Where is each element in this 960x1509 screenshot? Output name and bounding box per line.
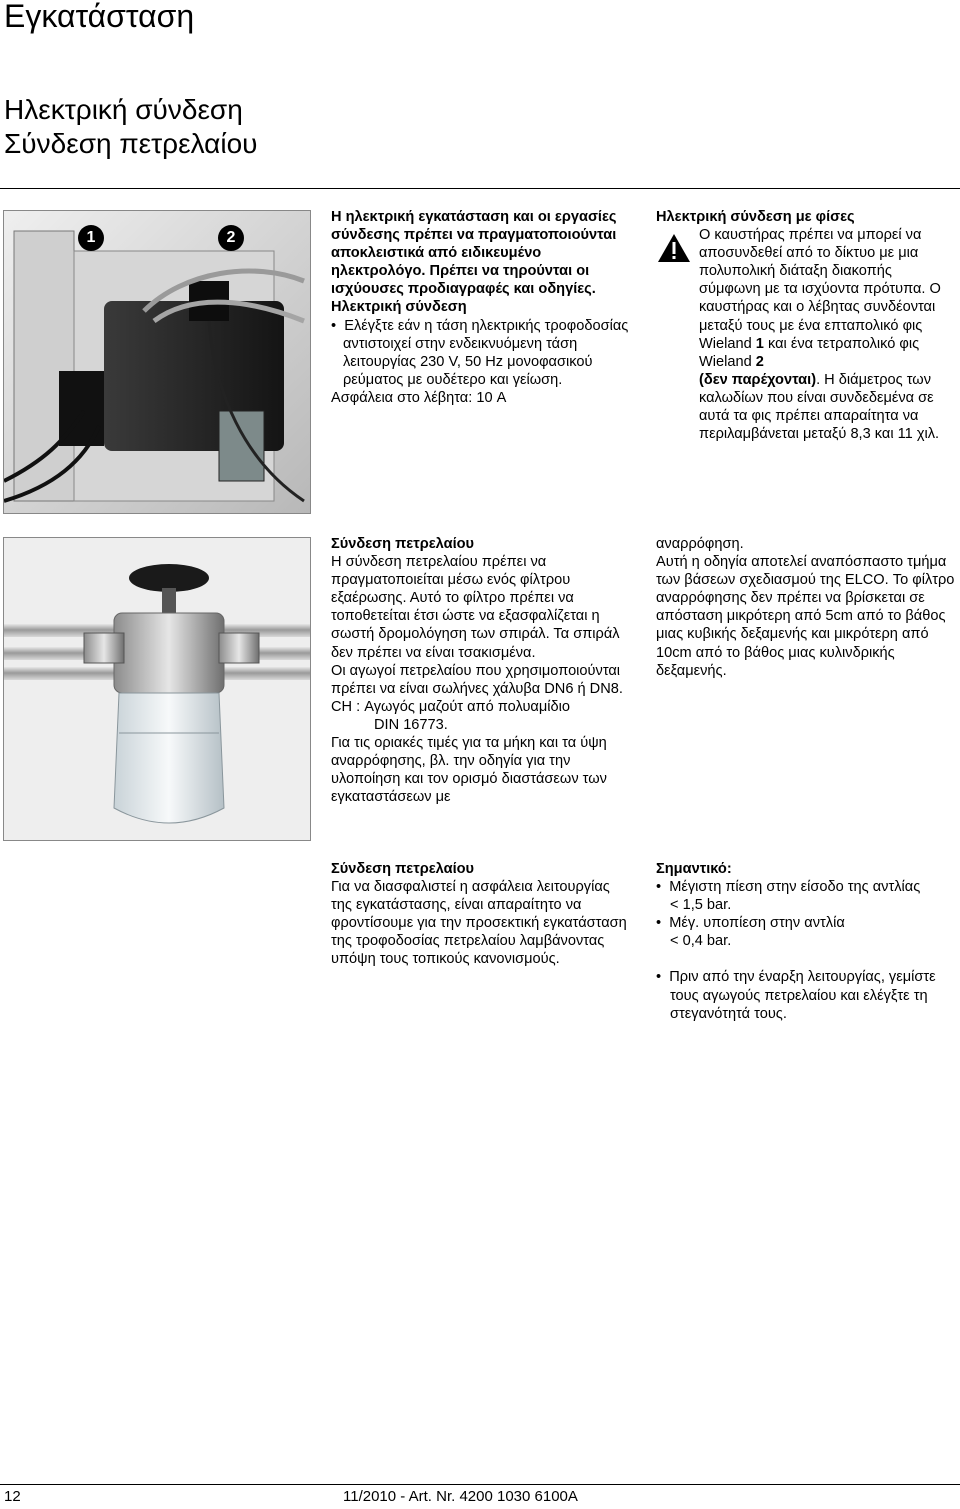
callout-1: 1 [78,225,104,251]
max-vacuum-bullet: • Μέγ. υποπίεση στην αντλία [656,915,845,932]
oil-supply-text: Για να διασφαλιστεί η ασφάλεια λειτουργίας της εγκατάστασης, είναι απαραίτητο να φροντίσουμε για την προσεκτική εγκατάσταση της τροφοδοσίας πετρελαίου λαμβάνοντας υπόψη τους τοπικούς κανονισμούς. [331,879,627,968]
oil-filter-text: Η σύνδεση πετρελαίου πρέπει να πραγματοποιείται μέσω ενός φίλτρου εξαέρωσης. Αυτό το φίλτρο πρέπει να τοποθετείται έτσι ώστε να εξασφαλίζεται η σωστή δρομολόγηση των σπιράλ. Τα σπιράλ δεν πρέπει να είναι τσακισμένα. [331,554,620,661]
callout-2: 2 [218,225,244,251]
page-number: 12 [4,1488,21,1505]
burner-illustration [4,211,310,513]
suction-limits-text: Για τις οριακές τιμές για τα μήκη και τα ύψη αναρρόφησης, βλ. την οδηγία για την υλοποίηση και τον ορισμό διαστάσεων των εγκαταστάσεων με [331,735,607,806]
page-title: Εγκατάσταση [4,0,195,34]
subtitle-line-1: Ηλεκτρική σύνδεση [4,94,243,125]
oil-filter-illustration [4,538,310,840]
page-subtitle [4,93,257,161]
fill-pipes-bullet: • Πριν από την έναρξη λειτουργίας, γεμίστε τους αγωγούς πετρελαίου και ελέγξτε τη στεγανότητά τους. [656,969,936,1022]
max-pressure-value: < 1,5 bar. [670,897,732,914]
elco-guideline-text: Αυτή η οδηγία αποτελεί αναπόσπαστο τμήμα των βάσεων σχεδιασμού της ELCO. Το φίλτρο αναρρόφησης δεν πρέπει να βρίσκεται σε απόσταση μικρότερη από 5cm από το βάθος μιας κυβικής δεξαμενής και μικρότερη από 10cm από το βάθος μιας κυλινδρικής δεξαμενής. [656,554,955,679]
oil-filter-photo [3,537,311,841]
steel-pipes-text: Οι αγωγοί πετρελαίου που χρησιμοποιούνται πρέπει να είναι σωλήνες χάλυβα DN6 ή DN8. [331,662,623,697]
important-heading: Σημαντικό: [656,861,732,877]
warning-triangle-icon [656,232,692,269]
electrical-installation-section [331,208,631,407]
document-reference: 11/2010 - Art. Nr. 4200 1030 6100A [343,1488,578,1505]
ch-note-line-1: CH : Αγωγός μαζούτ από πολυαμίδιο [331,698,571,715]
boiler-fuse: Ασφάλεια στο λέβητα: 10 A [331,389,507,406]
oil-supply-section [331,860,631,969]
suction-word: αναρρόφηση. [656,536,744,552]
installer-warning: Η ηλεκτρική εγκατάσταση και οι εργασίες σύνδεσης πρέπει να πραγματοποιούνται αποκλειστικά από ειδικευμένο ηλεκτρολόγο. Πρέπει να τηρούνται οι ισχύουσες προδιαγραφές και οδηγίες. [331,209,617,298]
burner-connection-photo [3,210,311,514]
oil-supply-heading: Σύνδεση πετρελαίου [331,861,475,877]
max-vacuum-value: < 0,4 bar. [670,933,732,950]
plug-connection-section [656,208,956,443]
ch-note-line-2: DIN 16773. [374,716,448,733]
footer-divider [0,1484,960,1485]
plug-connection-heading: Ηλεκτρική σύνδεση με φίσες [656,209,855,225]
oil-connection-section [331,535,631,806]
voltage-check-text: Ελέγξτε εάν η τάση ηλεκτρικής τροφοδοσίας αντιστοιχεί στην ενδεικνυόμενη τάση λειτουργίας 230 V, 50 Hz μονοφασικού ρεύματος με ουδέτερο και γείωση. [343,317,629,388]
electrical-connection-heading: Ηλεκτρική σύνδεση [331,299,467,316]
oil-connection-continued [656,535,956,680]
plug-connection-text: Ο καυστήρας πρέπει να μπορεί να αποσυνδεθεί από το δίκτυο με μια πολυπολική διάταξη διακοπής σύμφωνη με τα ισχύοντα πρότυπα. Ο καυστήρας και ο λέβητας συνδέονται μεταξύ τους με ένα επταπολικό φις Wieland 1 και ένα τετραπολικό φις Wieland 2 (δεν παρέχονται). Η διάμετρος των καλωδίων που είναι συνδεδεμένα σε αυτά τα φις πρέπει απαραίτητα να περιλαμβάνεται μεταξύ 8,3 και 11 χιλ. [699,227,941,443]
max-pressure-bullet: • Μέγιστη πίεση στην είσοδο της αντλίας [656,879,921,896]
oil-connection-heading: Σύνδεση πετρελαίου [331,536,475,552]
header-divider [0,188,960,189]
subtitle-line-2: Σύνδεση πετρελαίου [4,128,258,159]
voltage-check-bullet: • Ελέγξτε εάν η τάση ηλεκτρικής τροφοδοσίας αντιστοιχεί στην ενδεικνυόμενη τάση λειτουργίας 230 V, 50 Hz μονοφασικού ρεύματος με ουδέτερο και γείωση. [331,317,629,388]
important-section [656,860,956,1023]
